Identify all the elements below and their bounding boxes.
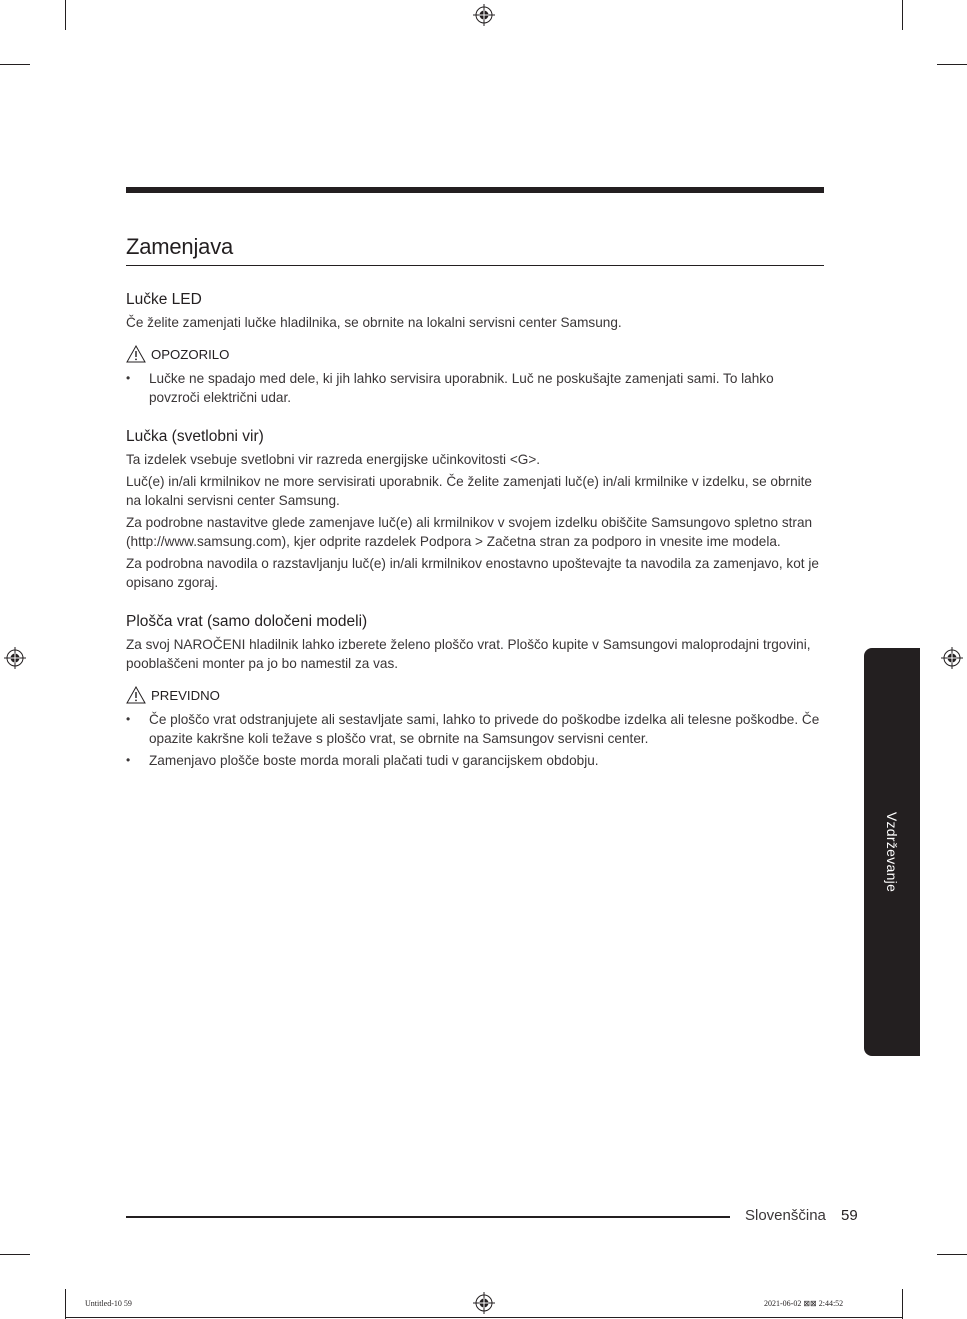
section-heading: Lučke LED <box>126 291 202 308</box>
section-heading: Plošča vrat (samo določeni modeli) <box>126 613 368 630</box>
registration-mark-icon <box>941 647 963 669</box>
chapter-label: Vzdrževanje <box>884 811 900 893</box>
warning-triangle-icon <box>126 686 146 704</box>
crop-mark <box>65 0 66 30</box>
warning-notice <box>126 345 826 363</box>
crop-mark <box>937 64 967 65</box>
caution-list <box>126 710 826 770</box>
paragraph: Za svoj NAROČENI hladilnik lahko izberete želeno ploščo vrat. Ploščo kupite v Samsungovi maloprodajni trgovini, pooblaščeni monter pa jo bo namestil za vas. <box>126 637 811 671</box>
chapter-side-tab <box>864 648 920 1056</box>
slug-rule <box>65 1317 902 1318</box>
page-title: Zamenjava <box>126 234 234 259</box>
section-door-panel <box>126 612 826 770</box>
crop-mark <box>902 0 903 30</box>
crop-mark <box>902 1289 903 1319</box>
registration-mark-icon <box>4 647 26 669</box>
registration-mark-icon <box>473 1292 495 1314</box>
section-heading: Lučka (svetlobni vir) <box>126 428 264 445</box>
paragraph: Za podrobna navodila o razstavljanju luč(e) in/ali krmilnikov enostavno upoštevajte ta navodila za zamenjavo, kot je opisano zgoraj. <box>126 556 819 590</box>
print-slug-timestamp: 2021-06-02 ⊠⊠ 2:44:52 <box>764 1299 844 1308</box>
list-item: • Lučke ne spadajo med dele, ki jih lahko servisira uporabnik. Luč ne poskušajte zamenjati sami. To lahko povzroči električni udar. <box>126 369 826 407</box>
paragraph: Če želite zamenjati lučke hladilnika, se obrnite na lokalni servisni center Samsung. <box>126 315 622 330</box>
paragraph: Za podrobne nastavitve glede zamenjave luč(e) ali krmilnikov v svojem izdelku obiščite Samsungovo spletno stran (http://www.samsung.com), kjer odprite razdelek Podpora > Začetna stran za podporo in vnesite ime modela. <box>126 515 813 549</box>
registration-mark-icon <box>473 4 495 26</box>
top-rule <box>126 187 824 193</box>
list-item: • Zamenjavo plošče boste morda morali plačati tudi v garancijskem obdobju. <box>126 751 826 770</box>
crop-mark <box>937 1254 967 1255</box>
caution-notice <box>126 686 826 704</box>
section-led-lights <box>126 290 826 407</box>
warning-triangle-icon <box>126 345 146 363</box>
crop-mark <box>0 64 30 65</box>
paragraph: Luč(e) in/ali krmilnikov ne more servisirati uporabnik. Če želite zamenjati luč(e) in/ali krmilnike v izdelku, se obrnite na lokalni servisni center Samsung. <box>126 474 812 508</box>
title-divider <box>126 265 824 266</box>
print-slug-file: Untitled-10 59 <box>85 1299 132 1308</box>
warning-label: OPOZORILO <box>151 346 230 362</box>
list-item: • Če ploščo vrat odstranjujete ali sestavljate sami, lahko to privede do poškodbe izdelka ali telesne poškodbe. Če opazite kakršne koli težave s ploščo vrat, se obrnite na Samsungov servisni center. <box>126 710 826 748</box>
warning-list <box>126 369 826 407</box>
paragraph: Ta izdelek vsebuje svetlobni vir razreda energijske učinkovitosti <G>. <box>126 452 541 467</box>
caution-label: PREVIDNO <box>151 687 220 703</box>
footer-language: Slovenščina <box>745 1207 826 1224</box>
section-light-source <box>126 427 826 592</box>
crop-mark <box>65 1289 66 1319</box>
crop-mark <box>0 1254 30 1255</box>
footer-rule <box>126 1216 730 1218</box>
page-number: 59 <box>841 1207 858 1224</box>
main-content <box>126 290 826 790</box>
